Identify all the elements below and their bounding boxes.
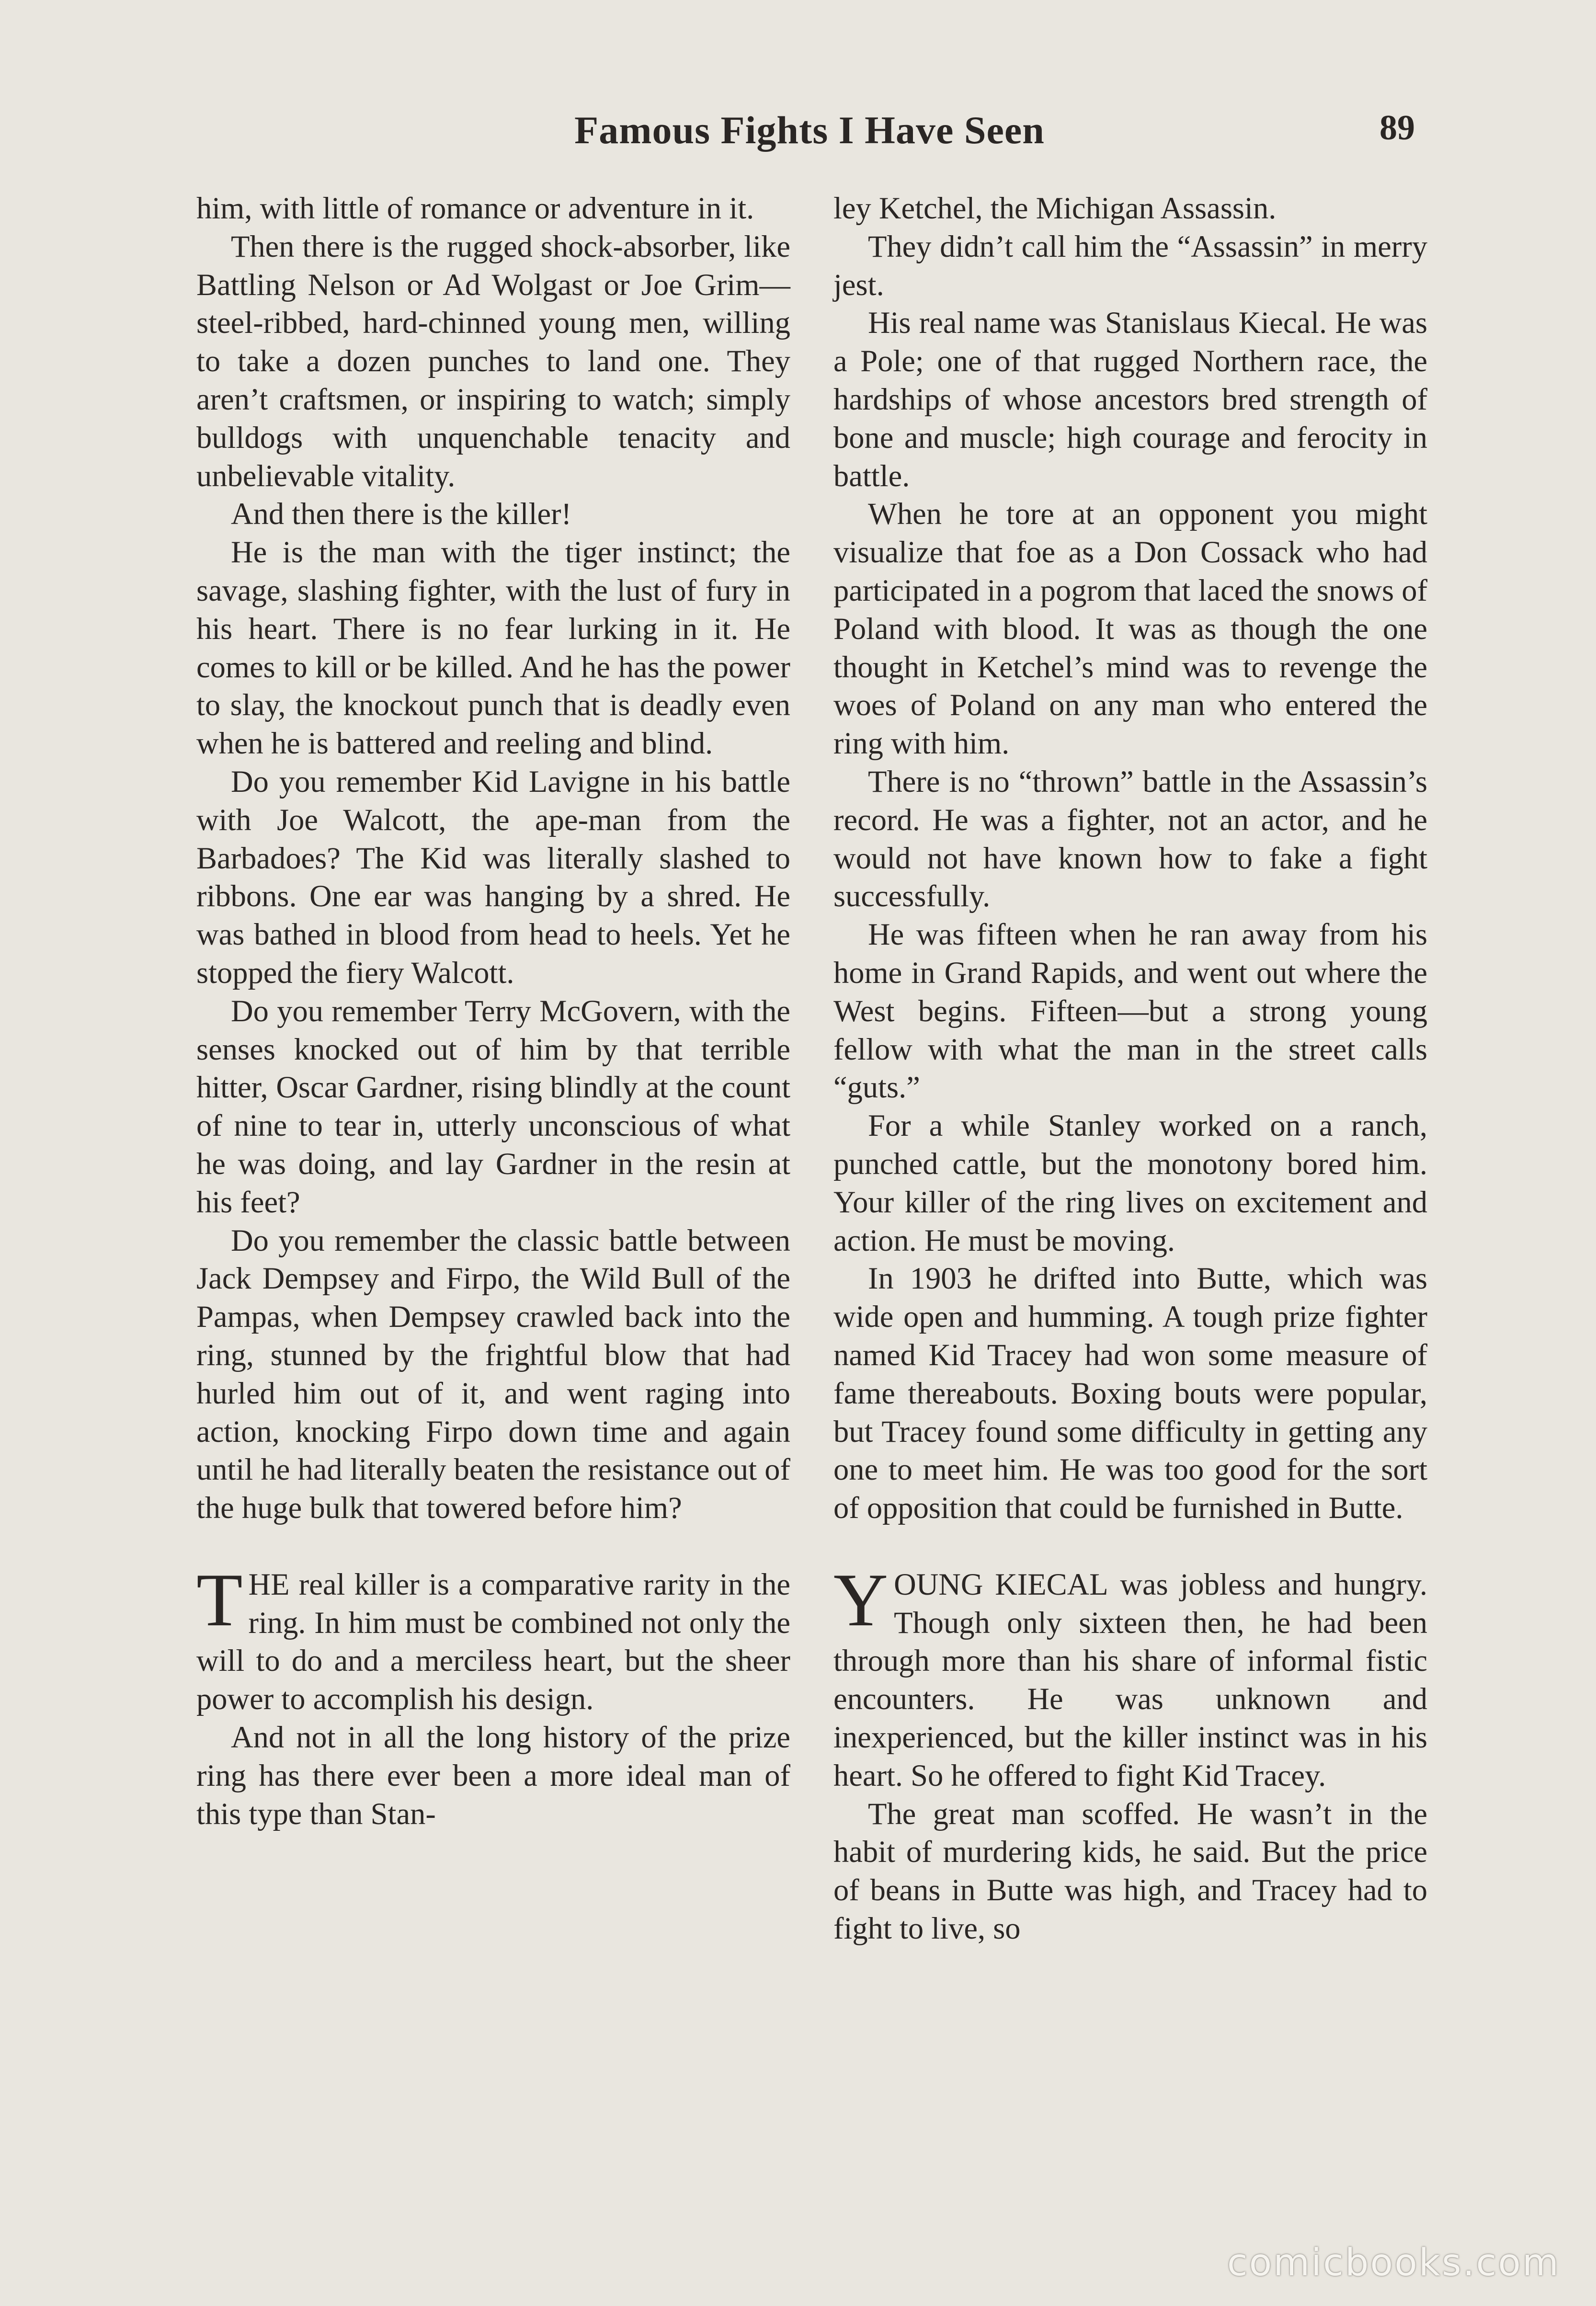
left-column: [196, 189, 790, 1833]
drop-cap: T: [196, 1558, 243, 1642]
paragraph: And then there is the killer!: [231, 497, 572, 531]
paragraph: And not in all the long history of the prize ring has there ever been a more ideal man of this type than Stan-: [196, 1720, 790, 1831]
paragraph-text: was jobless and hungry. Though only sixteen then, he had been through more than his share of informal fistic encounters. He was unknown and inexperienced, but the killer instinct was in his heart. So he offered to fight Kid Tracey.: [833, 1567, 1427, 1792]
paragraph: Do you remember Terry McGovern, with the senses knocked out of him by that terrible hitter, Oscar Gardner, rising blindly at the count of nine to tear in, utterly unconscious of what he was doing, and lay Gardner in the resin at his feet?: [196, 993, 790, 1219]
watermark: comicbooks.com: [1227, 2241, 1560, 2284]
paragraph-text: real killer is a comparative rarity in the ring. In him must be combined not only the will to do and a merciless heart, but the sheer power to accomplish his design.: [196, 1567, 790, 1716]
section-paragraph: [196, 1558, 790, 1718]
paragraph: His real name was Stanislaus Kiecal. He was a Pole; one of that rugged Northern race, the hardships of whose ancestors bred strength of bone and muscle; high courage and ferocity in battle.: [833, 306, 1427, 493]
running-title: Famous Fights I Have Seen: [574, 108, 1045, 152]
paragraph: In 1903 he drifted into Butte, which was wide open and humming. A tough prize fighter named Kid Tracey had won some measure of fame thereabouts. Boxing bouts were popular, but Tracey found some difficulty in getting any one to meet him. He was too good for the sort of opposition that could be furnished in Butte.: [833, 1261, 1427, 1525]
drop-cap: Y: [833, 1558, 889, 1642]
small-caps-lead: HE: [248, 1567, 290, 1601]
paragraph: For a while Stanley worked on a ranch, punched cattle, but the monotony bored him. Your killer of the ring lives on excitement and action. He must be moving.: [833, 1108, 1427, 1257]
right-column: [833, 189, 1427, 1948]
paragraph: There is no “thrown” battle in the Assassin’s record. He was a fighter, not an actor, and he would not have known how to fake a fight successfully.: [833, 764, 1427, 913]
paragraph: When he tore at an opponent you might visualize that foe as a Don Cossack who had participated in a pogrom that laced the snows of Poland with blood. It was as though the one thought in Ketchel’s mind was to revenge the woes of Poland on any man who entered the ring with him.: [833, 497, 1427, 761]
paragraph: Then there is the rugged shock-absorber, like Battling Nelson or Ad Wolgast or Joe Grim—steel-ribbed, hard-chinned young men, willing to take a dozen punches to land one. They aren’t craftsmen, or inspiring to watch; simply bulldogs with unquenchable tenacity and unbelievable vitality.: [196, 229, 790, 493]
page-number: 89: [1379, 108, 1415, 148]
paragraph: The great man scoffed. He wasn’t in the habit of murdering kids, he said. But the price of beans in Butte was high, and Tracey had to fight to live, so: [833, 1796, 1427, 1946]
paragraph: him, with little of romance or adventure in it.: [196, 191, 754, 225]
section-paragraph: [833, 1558, 1427, 1795]
paragraph: He was fifteen when he ran away from his home in Grand Rapids, and went out where the West begins. Fifteen—but a strong young fellow with what the man in the street calls “guts.”: [833, 917, 1427, 1105]
paragraph: They didn’t call him the “Assassin” in merry jest.: [833, 229, 1427, 302]
paragraph: ley Ketchel, the Michigan Assassin.: [833, 191, 1277, 225]
small-caps-lead: OUNG KIECAL: [894, 1567, 1108, 1601]
paragraph: Do you remember Kid Lavigne in his battle with Joe Walcott, the ape-man from the Barbadoes? The Kid was literally slashed to ribbons. One ear was hanging by a shred. He was bathed in blood from head to heels. Yet he stopped the fiery Walcott.: [196, 764, 790, 990]
paragraph: He is the man with the tiger instinct; the savage, slashing fighter, with the lust of fury in his heart. There is no fear lurking in it. He comes to kill or be killed. And he has the power to slay, the knockout punch that is deadly even when he is battered and reeling and blind.: [196, 535, 790, 761]
paragraph: Do you remember the classic battle between Jack Dempsey and Firpo, the Wild Bull of the Pampas, when Dempsey crawled back into the ring, stunned by the frightful blow that had hurled him out of it, and went raging into action, knocking Firpo down time and again until he had literally beaten the resistance out of the huge bulk that towered before him?: [196, 1223, 790, 1525]
